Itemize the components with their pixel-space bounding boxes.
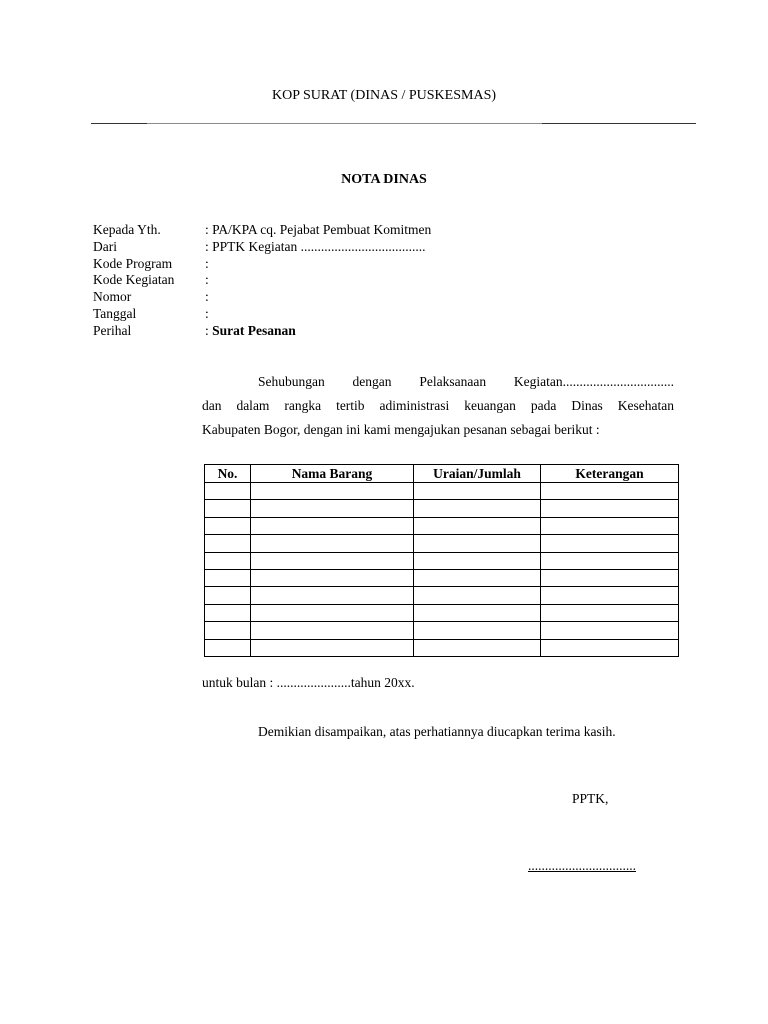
table-cell bbox=[541, 587, 679, 604]
column-header-nama-barang: Nama Barang bbox=[251, 465, 414, 483]
field-label: Kode Kegiatan bbox=[93, 272, 175, 288]
table-cell bbox=[251, 517, 414, 534]
table-cell bbox=[541, 604, 679, 621]
table-cell bbox=[541, 569, 679, 586]
month-line: untuk bulan : ......................tahun 20xx. bbox=[202, 675, 415, 690]
column-header-no: No. bbox=[205, 465, 251, 483]
table-row bbox=[205, 622, 679, 639]
table-cell bbox=[205, 517, 251, 534]
table-cell bbox=[414, 639, 541, 656]
table-row bbox=[205, 500, 679, 517]
table-cell bbox=[251, 483, 414, 500]
field-row bbox=[93, 256, 431, 273]
table-cell bbox=[414, 500, 541, 517]
document-title: NOTA DINAS bbox=[341, 172, 427, 187]
column-header-uraian-jumlah: Uraian/Jumlah bbox=[414, 465, 541, 483]
field-row bbox=[93, 222, 431, 239]
table-cell bbox=[414, 604, 541, 621]
table-row bbox=[205, 517, 679, 534]
field-row bbox=[93, 272, 431, 289]
letterhead-divider-right-accent bbox=[542, 123, 696, 124]
field-label: Nomor bbox=[93, 289, 132, 305]
field-row bbox=[93, 289, 431, 306]
table-cell bbox=[205, 552, 251, 569]
field-value-text: : PA/KPA cq. Pejabat Pembuat Komitmen bbox=[205, 222, 432, 237]
table-cell bbox=[541, 517, 679, 534]
table-cell bbox=[205, 639, 251, 656]
table-cell bbox=[541, 639, 679, 656]
table-body bbox=[205, 483, 679, 657]
table-row bbox=[205, 569, 679, 586]
table-cell bbox=[414, 535, 541, 552]
table-row bbox=[205, 604, 679, 621]
field-value bbox=[205, 239, 426, 256]
table-cell bbox=[414, 622, 541, 639]
field-value-text: : bbox=[205, 305, 209, 321]
field-label: Dari bbox=[93, 238, 117, 254]
field-value-text: : bbox=[205, 289, 209, 305]
field-row bbox=[93, 239, 431, 256]
body-line-3: Kabupaten Bogor, dengan ini kami mengajukan pesanan sebagai berikut : bbox=[202, 422, 600, 437]
field-value bbox=[205, 256, 209, 273]
table-cell bbox=[205, 500, 251, 517]
table-cell bbox=[251, 604, 414, 621]
column-header-keterangan: Keterangan bbox=[541, 465, 679, 483]
field-value-text: : PPTK Kegiatan ..................................... bbox=[205, 238, 426, 254]
table-cell bbox=[414, 587, 541, 604]
table-cell bbox=[414, 517, 541, 534]
table-cell bbox=[251, 587, 414, 604]
letterhead-text: KOP SURAT (DINAS / PUSKESMAS) bbox=[271, 88, 497, 103]
table-cell bbox=[414, 483, 541, 500]
table-row bbox=[205, 587, 679, 604]
table-cell bbox=[414, 569, 541, 586]
field-value-text: : bbox=[205, 255, 209, 271]
table-cell bbox=[414, 552, 541, 569]
field-value-bold: Surat Pesanan bbox=[212, 322, 296, 338]
signature-role: PPTK, bbox=[572, 791, 609, 806]
table-cell bbox=[251, 622, 414, 639]
field-row bbox=[93, 323, 431, 340]
table-cell bbox=[541, 500, 679, 517]
order-table bbox=[204, 464, 679, 657]
field-label: Kepada Yth. bbox=[93, 222, 161, 237]
table-cell bbox=[541, 483, 679, 500]
body-paragraph bbox=[202, 370, 674, 442]
signature-name-line: ................................ bbox=[528, 858, 636, 873]
field-value-text: : bbox=[205, 322, 213, 338]
table-cell bbox=[251, 535, 414, 552]
table-header-row bbox=[205, 465, 679, 483]
body-line-1: Sehubungan dengan Pelaksanaan Kegiatan................................. bbox=[258, 374, 674, 389]
table-row bbox=[205, 552, 679, 569]
table-cell bbox=[541, 535, 679, 552]
table-cell bbox=[205, 535, 251, 552]
field-value bbox=[205, 323, 296, 340]
letterhead-divider-left-accent bbox=[91, 123, 147, 124]
table-cell bbox=[251, 569, 414, 586]
table-cell bbox=[205, 587, 251, 604]
body-line-2: dan dalam rangka tertib adiministrasi keuangan pada Dinas Kesehatan bbox=[202, 398, 674, 413]
field-value bbox=[205, 306, 209, 323]
table-cell bbox=[541, 622, 679, 639]
table-cell bbox=[251, 639, 414, 656]
memo-fields bbox=[93, 222, 431, 340]
table-cell bbox=[541, 552, 679, 569]
field-value-text: : bbox=[205, 272, 209, 288]
table-cell bbox=[251, 500, 414, 517]
field-label: Kode Program bbox=[93, 255, 173, 271]
table-row bbox=[205, 483, 679, 500]
field-value bbox=[205, 222, 431, 239]
field-value bbox=[205, 272, 209, 289]
table-cell bbox=[205, 483, 251, 500]
field-row bbox=[93, 306, 431, 323]
field-value bbox=[205, 289, 209, 306]
table-row bbox=[205, 639, 679, 656]
table-cell bbox=[251, 552, 414, 569]
field-label: Perihal bbox=[93, 322, 132, 338]
table-cell bbox=[205, 622, 251, 639]
table-cell bbox=[205, 569, 251, 586]
table-row bbox=[205, 535, 679, 552]
field-label: Tanggal bbox=[93, 305, 137, 321]
table-cell bbox=[205, 604, 251, 621]
closing-sentence: Demikian disampaikan, atas perhatiannya diucapkan terima kasih. bbox=[258, 724, 616, 739]
